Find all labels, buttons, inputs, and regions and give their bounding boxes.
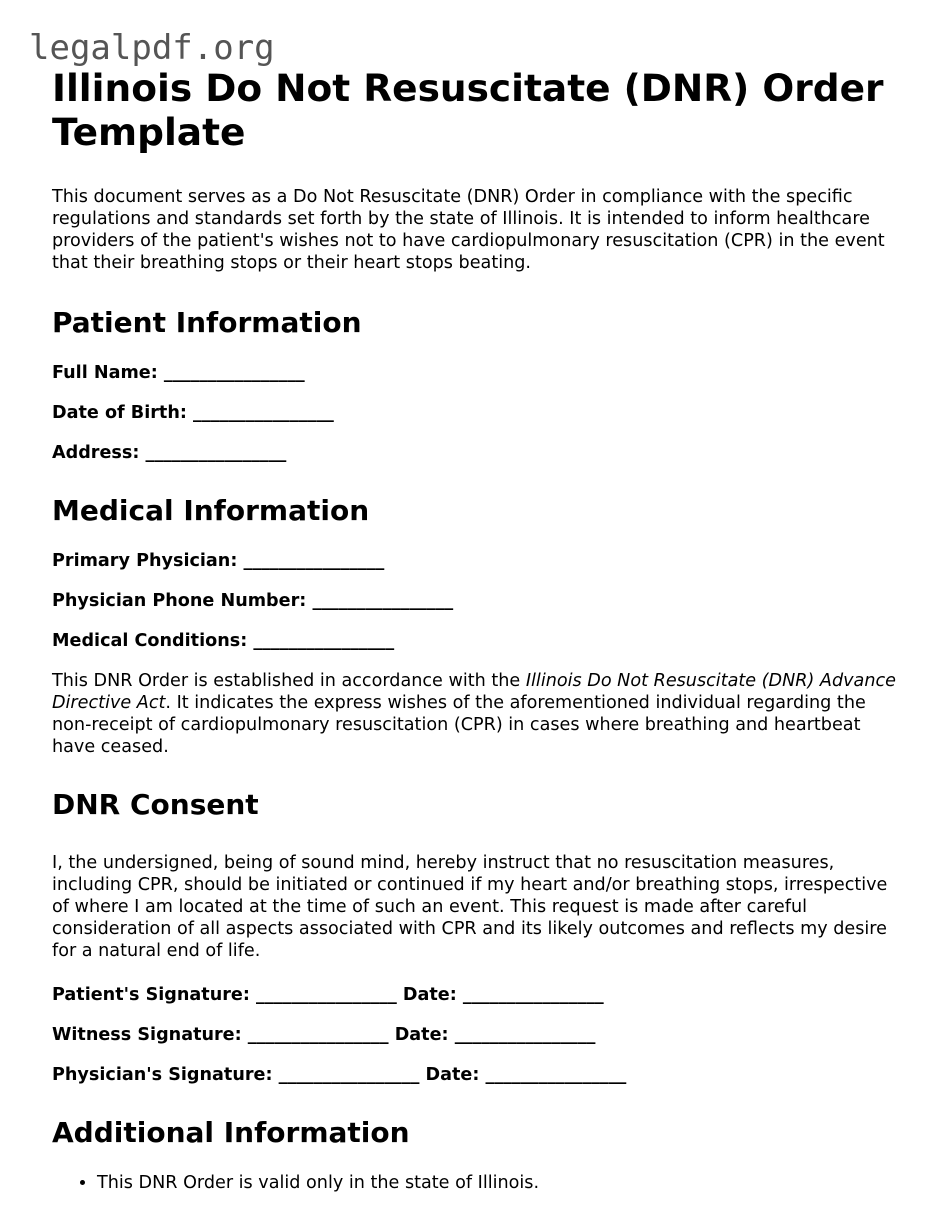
consent-paragraph: I, the undersigned, being of sound mind, hereby instruct that no resuscitation measures, including CPR, should be initiated or continued if my heart and/or breathing stops, irrespective of where I am located at the time of such an event. This request is made after careful consideration of all aspects associated with CPR and its likely outcomes and reflects my desire for a natural end of life. bbox=[52, 853, 888, 961]
intro-paragraph: This document serves as a Do Not Resuscitate (DNR) Order in compliance with the specific regulations and standards set forth by the state of Illinois. It is intended to inform healthcare providers of the patient's wishes not to have cardiopulmonary resuscitation (CPR) in the event that their breathing stops or their heart stops beating. bbox=[52, 187, 885, 273]
physician-date-label: Date: bbox=[425, 1065, 480, 1085]
act-name: Illinois Do Not Resuscitate (DNR) Advance Directive Act bbox=[52, 671, 896, 713]
document-page bbox=[52, 66, 897, 1194]
physician-field bbox=[52, 550, 897, 572]
act-paragraph bbox=[52, 670, 897, 758]
witness-signature-field bbox=[52, 1024, 897, 1046]
dob-blank: ________________ bbox=[193, 403, 334, 423]
physician-signature-blank: ________________ bbox=[278, 1065, 420, 1085]
additional-info-heading: Additional Information bbox=[52, 1116, 410, 1149]
physician-signature-label: Physician's Signature: bbox=[52, 1065, 273, 1085]
conditions-label: Medical Conditions: bbox=[52, 631, 248, 651]
phone-label: Physician Phone Number: bbox=[52, 591, 307, 611]
act-text-after: . It indicates the express wishes of the aforementioned individual regarding the non-receipt of cardiopulmonary resuscitation (CPR) in cases where breathing and heartbeat have ceased. bbox=[52, 693, 866, 757]
list-item: • This DNR Order is valid only in the state of Illinois. bbox=[97, 1172, 897, 1194]
conditions-blank: ________________ bbox=[253, 631, 395, 651]
dob-label: Date of Birth: bbox=[52, 403, 187, 423]
address-label: Address: bbox=[52, 443, 140, 463]
act-text-before: This DNR Order is established in accordance with the bbox=[52, 671, 526, 691]
document-title: Illinois Do Not Resuscitate (DNR) Order Template bbox=[52, 66, 884, 154]
physician-date-blank: ________________ bbox=[485, 1065, 627, 1085]
full-name-field bbox=[52, 362, 897, 384]
address-blank: ________________ bbox=[145, 443, 287, 463]
patient-signature-field bbox=[52, 984, 897, 1006]
physician-label: Primary Physician: bbox=[52, 551, 238, 571]
full-name-label: Full Name: bbox=[52, 363, 158, 383]
phone-field bbox=[52, 590, 897, 612]
watermark-logo: legalpdf.org bbox=[29, 28, 275, 68]
dob-field bbox=[52, 402, 897, 424]
patient-date-blank: ________________ bbox=[462, 985, 604, 1005]
consent-heading: DNR Consent bbox=[52, 788, 259, 821]
witness-date-label: Date: bbox=[394, 1025, 449, 1045]
patient-date-label: Date: bbox=[402, 985, 457, 1005]
patient-info-heading: Patient Information bbox=[52, 306, 362, 339]
physician-signature-field bbox=[52, 1064, 897, 1086]
patient-signature-label: Patient's Signature: bbox=[52, 985, 250, 1005]
address-field bbox=[52, 442, 897, 464]
conditions-field bbox=[52, 630, 897, 652]
full-name-blank: ________________ bbox=[163, 363, 305, 383]
witness-signature-blank: ________________ bbox=[247, 1025, 389, 1045]
phone-blank: ________________ bbox=[312, 591, 454, 611]
patient-signature-blank: ________________ bbox=[256, 985, 397, 1005]
medical-info-heading: Medical Information bbox=[52, 494, 370, 527]
witness-signature-label: Witness Signature: bbox=[52, 1025, 242, 1045]
witness-date-blank: ________________ bbox=[454, 1025, 596, 1045]
additional-info-list bbox=[52, 1172, 897, 1194]
physician-blank: ________________ bbox=[243, 551, 385, 571]
